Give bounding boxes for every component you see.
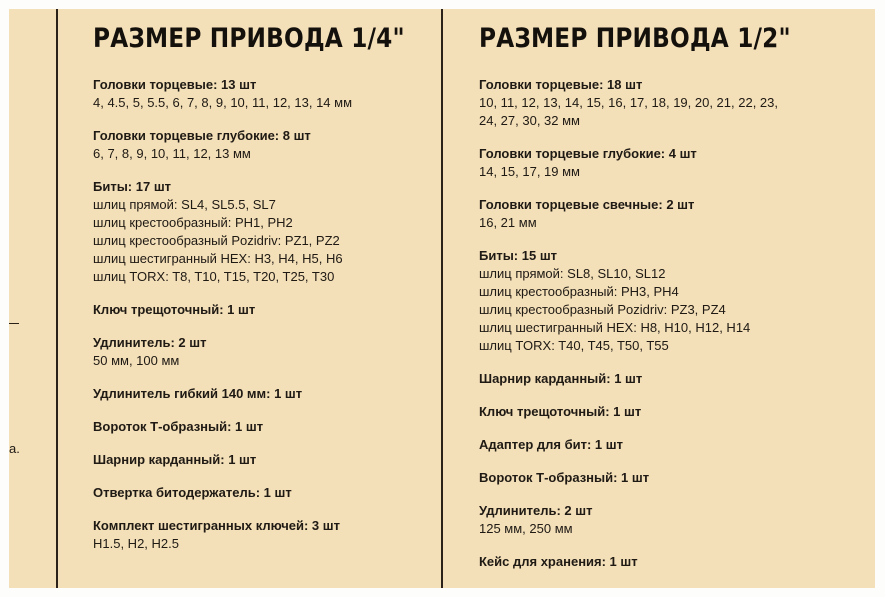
spec-item-title: Головки торцевые: 18 шт — [479, 77, 643, 92]
spec-item-detail: шлиц прямой: SL4, SL5.5, SL7 — [93, 197, 276, 212]
spec-item-title: Головки торцевые глубокие: 8 шт — [93, 128, 311, 143]
spec-item-title: Биты: 15 шт — [479, 248, 558, 263]
spec-item — [479, 436, 859, 454]
spec-item — [479, 403, 859, 421]
spec-item — [479, 469, 859, 487]
spec-item-title: Удлинитель: 2 шт — [479, 503, 593, 518]
spec-item-title: Головки торцевые свечные: 2 шт — [479, 197, 695, 212]
spec-item-detail: 10, 11, 12, 13, 14, 15, 16, 17, 18, 19, 20, 21, 22, 23, — [479, 95, 778, 110]
column-heading: РАЗМЕР ПРИВОДА 1/2" — [479, 23, 791, 54]
spec-item-detail: шлиц крестообразный Pozidriv: PZ3, PZ4 — [479, 302, 726, 317]
spec-item-detail: шлиц прямой: SL8, SL10, SL12 — [479, 266, 666, 281]
spec-item — [93, 178, 433, 286]
drive-quarter-column — [93, 22, 433, 568]
spec-item — [93, 484, 433, 502]
spec-item-title: Головки торцевые: 13 шт — [93, 77, 257, 92]
spec-item-title: Шарнир карданный: 1 шт — [479, 371, 643, 386]
spec-item-title: Головки торцевые глубокие: 4 шт — [479, 146, 697, 161]
column-heading: РАЗМЕР ПРИВОДА 1/4" — [93, 23, 405, 54]
spec-item-detail: 50 мм, 100 мм — [93, 353, 180, 368]
spec-item-detail: шлиц шестигранный HEX: H8, H10, H12, H14 — [479, 320, 751, 335]
spec-item-title: Биты: 17 шт — [93, 179, 172, 194]
spec-item — [479, 145, 859, 181]
spec-item-detail: шлиц крестообразный: PH3, PH4 — [479, 284, 679, 299]
spec-item-detail: 24, 27, 30, 32 мм — [479, 113, 580, 128]
spec-item — [93, 301, 433, 319]
spec-item-detail: шлиц TORX: T40, T45, T50, T55 — [479, 338, 669, 353]
spec-item — [479, 247, 859, 355]
spec-item — [479, 502, 859, 538]
spec-item — [93, 517, 433, 553]
edge-note: а. — [9, 441, 20, 456]
spec-item-detail: шлиц TORX: T8, T10, T15, T20, T25, T30 — [93, 269, 335, 284]
spec-list — [479, 76, 859, 571]
spec-item-detail: 16, 21 мм — [479, 215, 537, 230]
drive-half-column — [479, 22, 859, 586]
spec-item-detail: 125 мм, 250 мм — [479, 521, 573, 536]
left-divider — [56, 9, 58, 588]
spec-item — [93, 76, 433, 112]
spec-item — [93, 451, 433, 469]
center-divider — [441, 9, 443, 588]
spec-sheet — [9, 9, 875, 588]
spec-item-detail: шлиц крестообразный: PH1, PH2 — [93, 215, 293, 230]
spec-item — [479, 553, 859, 571]
edge-tick — [9, 323, 19, 324]
spec-item — [479, 370, 859, 388]
spec-item-title: Адаптер для бит: 1 шт — [479, 437, 623, 452]
spec-item-title: Удлинитель: 2 шт — [93, 335, 207, 350]
spec-item-title: Отвертка битодержатель: 1 шт — [93, 485, 292, 500]
spec-item-title: Вороток Т-образный: 1 шт — [93, 419, 264, 434]
spec-item-title: Удлинитель гибкий 140 мм: 1 шт — [93, 386, 303, 401]
spec-item-detail: 4, 4.5, 5, 5.5, 6, 7, 8, 9, 10, 11, 12, 13, 14 мм — [93, 95, 353, 110]
spec-item-title: Вороток Т-образный: 1 шт — [479, 470, 650, 485]
spec-item — [93, 385, 433, 403]
spec-item-detail: 6, 7, 8, 9, 10, 11, 12, 13 мм — [93, 146, 251, 161]
spec-item-title: Шарнир карданный: 1 шт — [93, 452, 257, 467]
spec-item-title: Кейс для хранения: 1 шт — [479, 554, 638, 569]
spec-item-title: Ключ трещоточный: 1 шт — [479, 404, 642, 419]
spec-list — [93, 76, 433, 553]
spec-item — [93, 418, 433, 436]
spec-item-title: Комплект шестигранных ключей: 3 шт — [93, 518, 340, 533]
spec-item — [93, 127, 433, 163]
spec-item-detail: 14, 15, 17, 19 мм — [479, 164, 580, 179]
spec-item-title: Ключ трещоточный: 1 шт — [93, 302, 256, 317]
spec-item — [479, 196, 859, 232]
spec-item-detail: шлиц шестигранный HEX: H3, H4, H5, H6 — [93, 251, 343, 266]
spec-item — [93, 334, 433, 370]
spec-item-detail: H1.5, H2, H2.5 — [93, 536, 179, 551]
spec-item-detail: шлиц крестообразный Pozidriv: PZ1, PZ2 — [93, 233, 340, 248]
spec-item — [479, 76, 859, 130]
